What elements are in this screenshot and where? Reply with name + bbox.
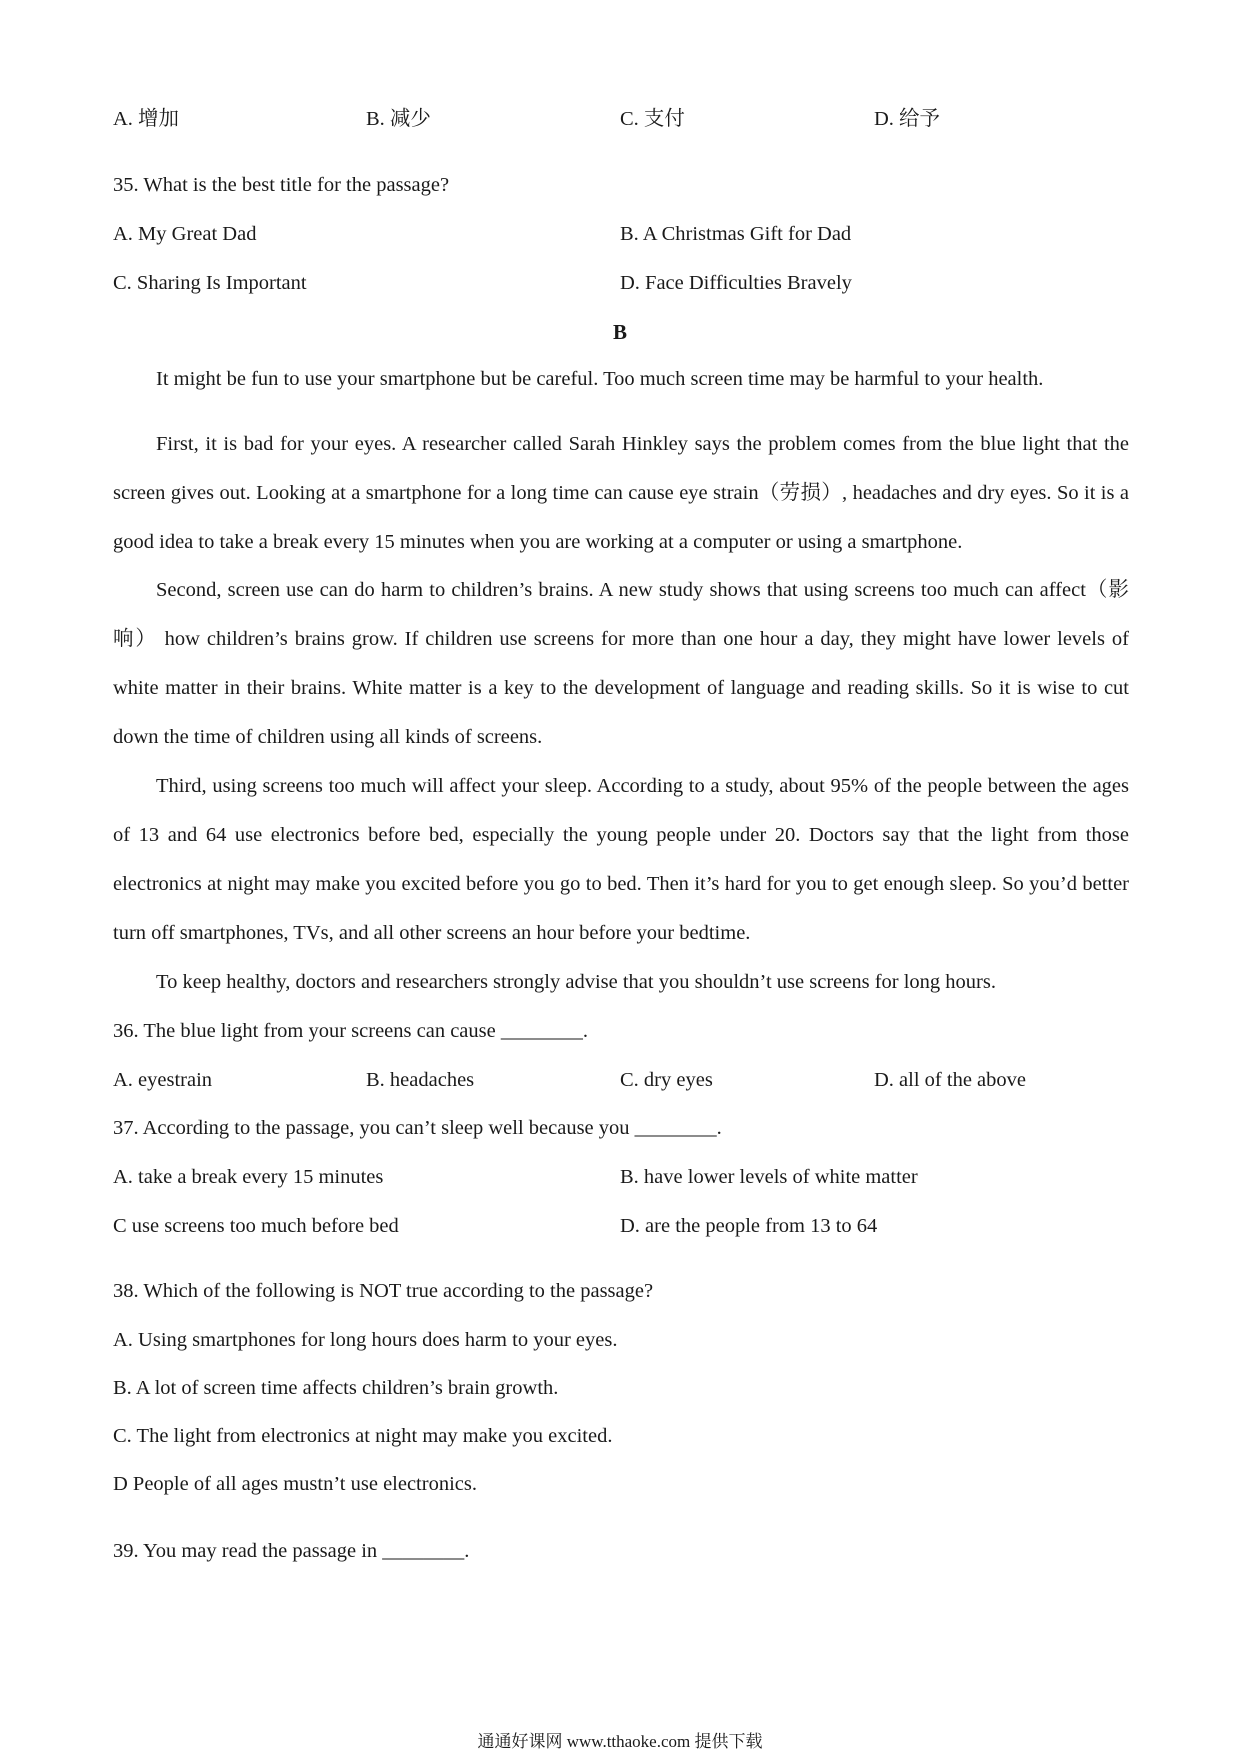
q38-option-a: A. Using smartphones for long hours does harm to your eyes. xyxy=(113,1329,618,1351)
q37-option-b: B. have lower levels of white matter xyxy=(620,1166,918,1188)
q35-option-b: B. A Christmas Gift for Dad xyxy=(620,223,852,245)
q38-stem: 38. Which of the following is NOT true according to the passage? xyxy=(113,1280,654,1302)
passage-text-3: Second, screen use can do harm to children’s brains. A new study shows that using screens too much can affect（影响） how children’s brains grow. If children use screens for more than one hour a day, they might have lower levels of white matter in their brains. White matter is a key to the development of language and reading skills. So it is wise to cut down the time of children using all kinds of screens. xyxy=(113,579,1129,748)
section-heading: B xyxy=(612,320,627,344)
q34-option-d: D. 给予 xyxy=(874,108,941,130)
page-footer: 通通好课网 www.tthaoke.com 提供下载 xyxy=(477,1732,763,1751)
q35-option-a: A. My Great Dad xyxy=(113,223,257,245)
q37-option-c: C use screens too much before bed xyxy=(113,1215,399,1237)
passage-paragraph-3 xyxy=(113,566,1129,762)
passage-text-4: Third, using screens too much will affect your sleep. According to a study, about 95% of the people between the ages of 13 and 64 use electronics before bed, especially the young people under 20. Doctors say that the light from those electronics at night may make you excited before you go to bed. Then it’s hard for you to get enough sleep. So you’d better turn off smartphones, TVs, and all other screens an hour before your bedtime. xyxy=(113,775,1129,944)
q35-option-c: C. Sharing Is Important xyxy=(113,272,307,294)
q37-option-a: A. take a break every 15 minutes xyxy=(113,1166,384,1188)
passage-text-2: First, it is bad for your eyes. A researcher called Sarah Hinkley says the problem comes from the blue light that the screen gives out. Looking at a smartphone for a long time can cause eye strain（劳损）, headaches and dry eyes. So it is a good idea to take a break every 15 minutes when you are working at a computer or using a smartphone. xyxy=(113,433,1129,553)
q34-option-a: A. 增加 xyxy=(113,108,180,130)
passage-paragraph-4 xyxy=(113,762,1129,958)
passage-paragraph-1 xyxy=(113,355,1129,404)
q35-stem: 35. What is the best title for the passage? xyxy=(113,174,450,196)
q34-option-b: B. 减少 xyxy=(366,108,431,130)
q38-option-b: B. A lot of screen time affects children’s brain growth. xyxy=(113,1377,559,1399)
passage-text-5: To keep healthy, doctors and researchers strongly advise that you shouldn’t use screens for long hours. xyxy=(156,971,996,993)
q37-option-d: D. are the people from 13 to 64 xyxy=(620,1215,878,1237)
q36-option-b: B. headaches xyxy=(366,1069,475,1091)
q38-option-d: D People of all ages mustn’t use electronics. xyxy=(113,1473,477,1495)
q39-stem: 39. You may read the passage in ________. xyxy=(113,1540,470,1562)
q36-option-a: A. eyestrain xyxy=(113,1069,213,1091)
passage-paragraph-2 xyxy=(113,420,1129,567)
q34-option-c: C. 支付 xyxy=(620,108,685,130)
q36-option-c: C. dry eyes xyxy=(620,1069,713,1091)
passage-text-1: It might be fun to use your smartphone but be careful. Too much screen time may be harmful to your health. xyxy=(156,368,1044,390)
q37-stem: 37. According to the passage, you can’t sleep well because you ________. xyxy=(113,1117,722,1139)
q36-stem: 36. The blue light from your screens can cause ________. xyxy=(113,1020,588,1042)
q35-option-d: D. Face Difficulties Bravely xyxy=(620,272,852,294)
q38-option-c: C. The light from electronics at night may make you excited. xyxy=(113,1425,613,1447)
passage-paragraph-5 xyxy=(113,958,1129,1007)
q36-option-d: D. all of the above xyxy=(874,1069,1026,1091)
